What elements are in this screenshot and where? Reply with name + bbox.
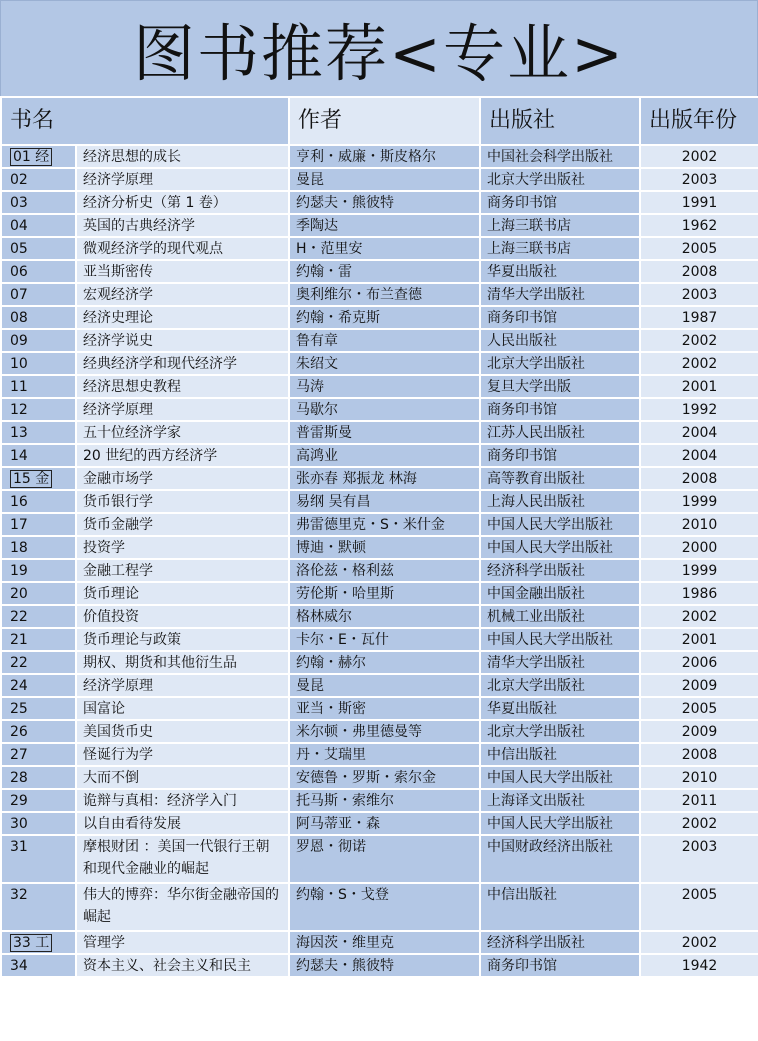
row-title: 宏观经济学 bbox=[76, 283, 289, 306]
row-author: 亚当・斯密 bbox=[289, 697, 480, 720]
row-publisher: 中国人民大学出版社 bbox=[480, 628, 640, 651]
row-title: 货币银行学 bbox=[76, 490, 289, 513]
row-author: 约翰・雷 bbox=[289, 260, 480, 283]
row-year: 2009 bbox=[640, 674, 758, 697]
row-author: 约翰・赫尔 bbox=[289, 651, 480, 674]
row-publisher: 上海三联书店 bbox=[480, 237, 640, 260]
table-row bbox=[1, 651, 758, 674]
row-year: 2005 bbox=[640, 883, 758, 931]
row-number: 08 bbox=[1, 306, 76, 329]
table-row bbox=[1, 628, 758, 651]
category-marker: 15 金 bbox=[10, 470, 52, 488]
row-title: 经济思想史教程 bbox=[76, 375, 289, 398]
table-row bbox=[1, 559, 758, 582]
table-row bbox=[1, 191, 758, 214]
row-publisher: 中国人民大学出版社 bbox=[480, 536, 640, 559]
row-author: 弗雷德里克・S・米什金 bbox=[289, 513, 480, 536]
row-author: 格林威尔 bbox=[289, 605, 480, 628]
row-year: 1991 bbox=[640, 191, 758, 214]
row-year: 2008 bbox=[640, 260, 758, 283]
row-publisher: 江苏人民出版社 bbox=[480, 421, 640, 444]
row-number: 17 bbox=[1, 513, 76, 536]
row-title: 金融市场学 bbox=[76, 467, 289, 490]
header-author: 作者 bbox=[289, 97, 480, 145]
row-publisher: 商务印书馆 bbox=[480, 306, 640, 329]
row-year: 2004 bbox=[640, 444, 758, 467]
row-year: 2002 bbox=[640, 605, 758, 628]
table-row bbox=[1, 883, 758, 931]
row-number: 25 bbox=[1, 697, 76, 720]
row-publisher: 清华大学出版社 bbox=[480, 283, 640, 306]
row-title: 期权、期货和其他衍生品 bbox=[76, 651, 289, 674]
row-year: 1962 bbox=[640, 214, 758, 237]
row-title: 货币理论与政策 bbox=[76, 628, 289, 651]
book-table bbox=[0, 96, 758, 978]
row-number bbox=[1, 931, 76, 954]
row-number: 06 bbox=[1, 260, 76, 283]
table-row bbox=[1, 931, 758, 954]
row-number: 22 bbox=[1, 605, 76, 628]
row-title: 大而不倒 bbox=[76, 766, 289, 789]
row-publisher: 上海译文出版社 bbox=[480, 789, 640, 812]
row-author: 洛伦兹・格利兹 bbox=[289, 559, 480, 582]
row-author: 卡尔・E・瓦什 bbox=[289, 628, 480, 651]
table-row bbox=[1, 835, 758, 883]
row-title: 货币理论 bbox=[76, 582, 289, 605]
row-title: 伟大的博弈：华尔街金融帝国的崛起 bbox=[76, 883, 289, 931]
row-title: 经济思想的成长 bbox=[76, 145, 289, 168]
row-year: 1999 bbox=[640, 490, 758, 513]
table-row bbox=[1, 812, 758, 835]
header-publisher: 出版社 bbox=[480, 97, 640, 145]
row-title: 微观经济学的现代观点 bbox=[76, 237, 289, 260]
row-author: 鲁有章 bbox=[289, 329, 480, 352]
row-title: 经典经济学和现代经济学 bbox=[76, 352, 289, 375]
row-year: 2003 bbox=[640, 283, 758, 306]
row-title: 国富论 bbox=[76, 697, 289, 720]
row-publisher: 高等教育出版社 bbox=[480, 467, 640, 490]
row-publisher: 中信出版社 bbox=[480, 883, 640, 931]
row-publisher: 中国人民大学出版社 bbox=[480, 766, 640, 789]
row-number: 07 bbox=[1, 283, 76, 306]
row-publisher: 经济科学出版社 bbox=[480, 559, 640, 582]
row-year: 2002 bbox=[640, 931, 758, 954]
row-year: 2002 bbox=[640, 352, 758, 375]
row-number: 09 bbox=[1, 329, 76, 352]
row-publisher: 商务印书馆 bbox=[480, 398, 640, 421]
row-year: 2002 bbox=[640, 812, 758, 835]
row-publisher: 中国金融出版社 bbox=[480, 582, 640, 605]
row-publisher: 上海人民出版社 bbox=[480, 490, 640, 513]
row-publisher: 商务印书馆 bbox=[480, 191, 640, 214]
row-publisher: 北京大学出版社 bbox=[480, 674, 640, 697]
row-title: 管理学 bbox=[76, 931, 289, 954]
row-author: 高鸿业 bbox=[289, 444, 480, 467]
row-publisher: 华夏出版社 bbox=[480, 697, 640, 720]
row-number: 14 bbox=[1, 444, 76, 467]
row-number: 22 bbox=[1, 651, 76, 674]
row-author: 易纲 吴有昌 bbox=[289, 490, 480, 513]
row-author: 劳伦斯・哈里斯 bbox=[289, 582, 480, 605]
table-row bbox=[1, 214, 758, 237]
table-row bbox=[1, 283, 758, 306]
row-number: 21 bbox=[1, 628, 76, 651]
row-author: 约瑟夫・熊彼特 bbox=[289, 191, 480, 214]
row-number: 10 bbox=[1, 352, 76, 375]
table-row bbox=[1, 467, 758, 490]
row-year: 2006 bbox=[640, 651, 758, 674]
row-number: 18 bbox=[1, 536, 76, 559]
row-title: 投资学 bbox=[76, 536, 289, 559]
row-author: 曼昆 bbox=[289, 168, 480, 191]
row-year: 1999 bbox=[640, 559, 758, 582]
row-publisher: 北京大学出版社 bbox=[480, 168, 640, 191]
row-year: 2002 bbox=[640, 329, 758, 352]
table-row bbox=[1, 490, 758, 513]
table-header-row bbox=[1, 97, 758, 145]
row-author: H・范里安 bbox=[289, 237, 480, 260]
row-title: 金融工程学 bbox=[76, 559, 289, 582]
row-title: 五十位经济学家 bbox=[76, 421, 289, 444]
row-author: 米尔顿・弗里德曼等 bbox=[289, 720, 480, 743]
row-title: 经济学原理 bbox=[76, 168, 289, 191]
row-title: 货币金融学 bbox=[76, 513, 289, 536]
row-title: 经济学说史 bbox=[76, 329, 289, 352]
row-year: 1992 bbox=[640, 398, 758, 421]
row-title: 摩根财团 ：美国一代银行王朝和现代金融业的崛起 bbox=[76, 835, 289, 883]
row-number: 24 bbox=[1, 674, 76, 697]
row-year: 2001 bbox=[640, 628, 758, 651]
row-year: 2008 bbox=[640, 467, 758, 490]
row-title: 英国的古典经济学 bbox=[76, 214, 289, 237]
row-publisher: 华夏出版社 bbox=[480, 260, 640, 283]
row-year: 1942 bbox=[640, 954, 758, 977]
row-number: 04 bbox=[1, 214, 76, 237]
row-publisher: 上海三联书店 bbox=[480, 214, 640, 237]
row-author: 丹・艾瑞里 bbox=[289, 743, 480, 766]
row-number: 32 bbox=[1, 883, 76, 931]
row-year: 2008 bbox=[640, 743, 758, 766]
table-row bbox=[1, 720, 758, 743]
table-row bbox=[1, 237, 758, 260]
row-number: 12 bbox=[1, 398, 76, 421]
row-number bbox=[1, 467, 76, 490]
row-year: 2005 bbox=[640, 697, 758, 720]
row-title: 经济学原理 bbox=[76, 398, 289, 421]
row-author: 约翰・S・戈登 bbox=[289, 883, 480, 931]
row-year: 2002 bbox=[640, 145, 758, 168]
row-author: 曼昆 bbox=[289, 674, 480, 697]
row-number: 28 bbox=[1, 766, 76, 789]
row-year: 2004 bbox=[640, 421, 758, 444]
row-year: 2003 bbox=[640, 168, 758, 191]
row-year: 2000 bbox=[640, 536, 758, 559]
table-row bbox=[1, 674, 758, 697]
row-author: 约翰・希克斯 bbox=[289, 306, 480, 329]
row-author: 奥利维尔・布兰查德 bbox=[289, 283, 480, 306]
table-row bbox=[1, 329, 758, 352]
row-title: 亚当斯密传 bbox=[76, 260, 289, 283]
table-row bbox=[1, 582, 758, 605]
table-row bbox=[1, 444, 758, 467]
table-row bbox=[1, 398, 758, 421]
row-title: 以自由看待发展 bbox=[76, 812, 289, 835]
row-number: 03 bbox=[1, 191, 76, 214]
row-author: 季陶达 bbox=[289, 214, 480, 237]
row-number: 19 bbox=[1, 559, 76, 582]
row-title: 价值投资 bbox=[76, 605, 289, 628]
row-author: 张亦春 郑振龙 林海 bbox=[289, 467, 480, 490]
row-publisher: 北京大学出版社 bbox=[480, 720, 640, 743]
row-year: 2003 bbox=[640, 835, 758, 883]
row-publisher: 商务印书馆 bbox=[480, 954, 640, 977]
table-row bbox=[1, 789, 758, 812]
table-row bbox=[1, 513, 758, 536]
row-number: 11 bbox=[1, 375, 76, 398]
table-row bbox=[1, 375, 758, 398]
table-row bbox=[1, 766, 758, 789]
row-year: 2001 bbox=[640, 375, 758, 398]
row-year: 2005 bbox=[640, 237, 758, 260]
row-year: 2011 bbox=[640, 789, 758, 812]
page-title: 图书推荐<专业> bbox=[0, 0, 758, 97]
header-title: 书名 bbox=[1, 97, 289, 145]
row-author: 朱绍文 bbox=[289, 352, 480, 375]
row-author: 约瑟夫・熊彼特 bbox=[289, 954, 480, 977]
row-title: 20 世纪的西方经济学 bbox=[76, 444, 289, 467]
row-author: 博迪・默顿 bbox=[289, 536, 480, 559]
row-title: 经济分析史（第 1 卷） bbox=[76, 191, 289, 214]
row-publisher: 北京大学出版社 bbox=[480, 352, 640, 375]
header-year: 出版年份 bbox=[640, 97, 758, 145]
row-publisher: 商务印书馆 bbox=[480, 444, 640, 467]
row-author: 普雷斯曼 bbox=[289, 421, 480, 444]
row-number: 16 bbox=[1, 490, 76, 513]
row-author: 马涛 bbox=[289, 375, 480, 398]
row-publisher: 中国人民大学出版社 bbox=[480, 812, 640, 835]
row-year: 1987 bbox=[640, 306, 758, 329]
row-publisher: 复旦大学出版 bbox=[480, 375, 640, 398]
row-title: 美国货币史 bbox=[76, 720, 289, 743]
row-number: 30 bbox=[1, 812, 76, 835]
table-row bbox=[1, 145, 758, 168]
category-marker: 33 工 bbox=[10, 934, 52, 952]
row-title: 资本主义、社会主义和民主 bbox=[76, 954, 289, 977]
row-number: 27 bbox=[1, 743, 76, 766]
row-year: 2010 bbox=[640, 513, 758, 536]
row-publisher: 经济科学出版社 bbox=[480, 931, 640, 954]
table-row bbox=[1, 605, 758, 628]
row-author: 安德鲁・罗斯・索尔金 bbox=[289, 766, 480, 789]
row-author: 亨利・威廉・斯皮格尔 bbox=[289, 145, 480, 168]
row-year: 2010 bbox=[640, 766, 758, 789]
row-publisher: 中国人民大学出版社 bbox=[480, 513, 640, 536]
table-row bbox=[1, 260, 758, 283]
row-number: 20 bbox=[1, 582, 76, 605]
table-row bbox=[1, 306, 758, 329]
row-author: 海因茨・维里克 bbox=[289, 931, 480, 954]
row-publisher: 中国社会科学出版社 bbox=[480, 145, 640, 168]
row-number: 34 bbox=[1, 954, 76, 977]
row-number: 26 bbox=[1, 720, 76, 743]
row-author: 罗恩・彻诺 bbox=[289, 835, 480, 883]
table-row bbox=[1, 954, 758, 977]
row-number: 02 bbox=[1, 168, 76, 191]
row-publisher: 清华大学出版社 bbox=[480, 651, 640, 674]
row-publisher: 中国财政经济出版社 bbox=[480, 835, 640, 883]
row-title: 经济学原理 bbox=[76, 674, 289, 697]
table-row bbox=[1, 536, 758, 559]
table-row bbox=[1, 421, 758, 444]
row-author: 阿马蒂亚・森 bbox=[289, 812, 480, 835]
row-number: 29 bbox=[1, 789, 76, 812]
table-row bbox=[1, 352, 758, 375]
row-publisher: 中信出版社 bbox=[480, 743, 640, 766]
row-publisher: 机械工业出版社 bbox=[480, 605, 640, 628]
row-publisher: 人民出版社 bbox=[480, 329, 640, 352]
row-author: 托马斯・索维尔 bbox=[289, 789, 480, 812]
row-year: 2009 bbox=[640, 720, 758, 743]
row-title: 诡辩与真相：经济学入门 bbox=[76, 789, 289, 812]
category-marker: 01 经 bbox=[10, 148, 52, 166]
table-row bbox=[1, 168, 758, 191]
row-title: 经济史理论 bbox=[76, 306, 289, 329]
table-row bbox=[1, 743, 758, 766]
row-number bbox=[1, 145, 76, 168]
row-title: 怪诞行为学 bbox=[76, 743, 289, 766]
row-number: 31 bbox=[1, 835, 76, 883]
table-row bbox=[1, 697, 758, 720]
row-number: 05 bbox=[1, 237, 76, 260]
row-author: 马歇尔 bbox=[289, 398, 480, 421]
row-year: 1986 bbox=[640, 582, 758, 605]
row-number: 13 bbox=[1, 421, 76, 444]
